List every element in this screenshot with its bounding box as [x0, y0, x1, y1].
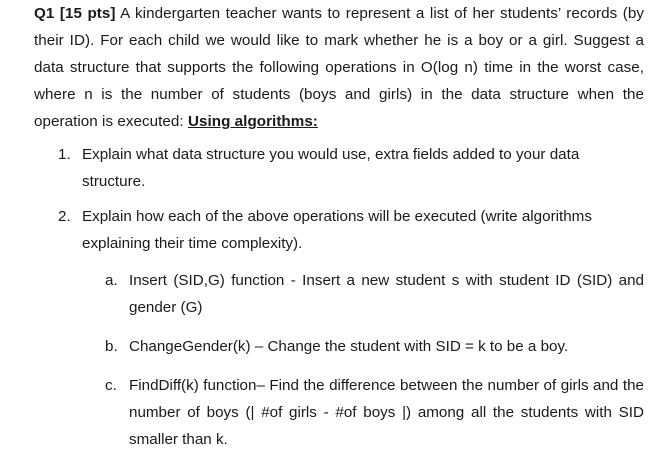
subitem-letter: a. [105, 272, 118, 289]
numbered-list [34, 141, 644, 453]
question-intro [34, 0, 644, 135]
item-text: Explain what data structure you would use, extra fields added to your data structure. [82, 146, 580, 190]
question-text: A kindergarten teacher wants to represent a list of her students’ records (by their ID). For each child we would like to mark whether he is a boy or a girl. Suggest a data structure that supports the following operations in O(log n) time in the worst case, where n is the number of students (boys and girls) in the data structure when the operation is executed: [34, 5, 644, 130]
sublist-item [105, 333, 644, 360]
lettered-sublist [82, 267, 644, 453]
subitem-text: ChangeGender(k) – Change the student with SID = k to be a boy. [129, 338, 569, 355]
subitem-text: Insert (SID,G) function - Insert a new student s with student ID (SID) and gender (G) [129, 272, 644, 316]
emphasis-text: Using algorithms: [187, 113, 318, 130]
item-number: 1. [58, 146, 71, 163]
sublist-item [105, 372, 644, 453]
list-item [58, 203, 644, 453]
subitem-letter: b. [105, 338, 118, 355]
subitem-letter: c. [105, 377, 117, 394]
subitem-text: FindDiff(k) function– Find the difference between the number of girls and the number of boys (| #of girls - #of boys |) among all the students with SID smaller than k. [129, 377, 644, 448]
question-label: Q1 [15 pts] [34, 5, 116, 22]
list-item [58, 141, 644, 195]
item-number: 2. [58, 208, 71, 225]
sublist-item [105, 267, 644, 321]
item-text: Explain how each of the above operations will be executed (write algorithms explaining their time complexity). [82, 208, 592, 252]
